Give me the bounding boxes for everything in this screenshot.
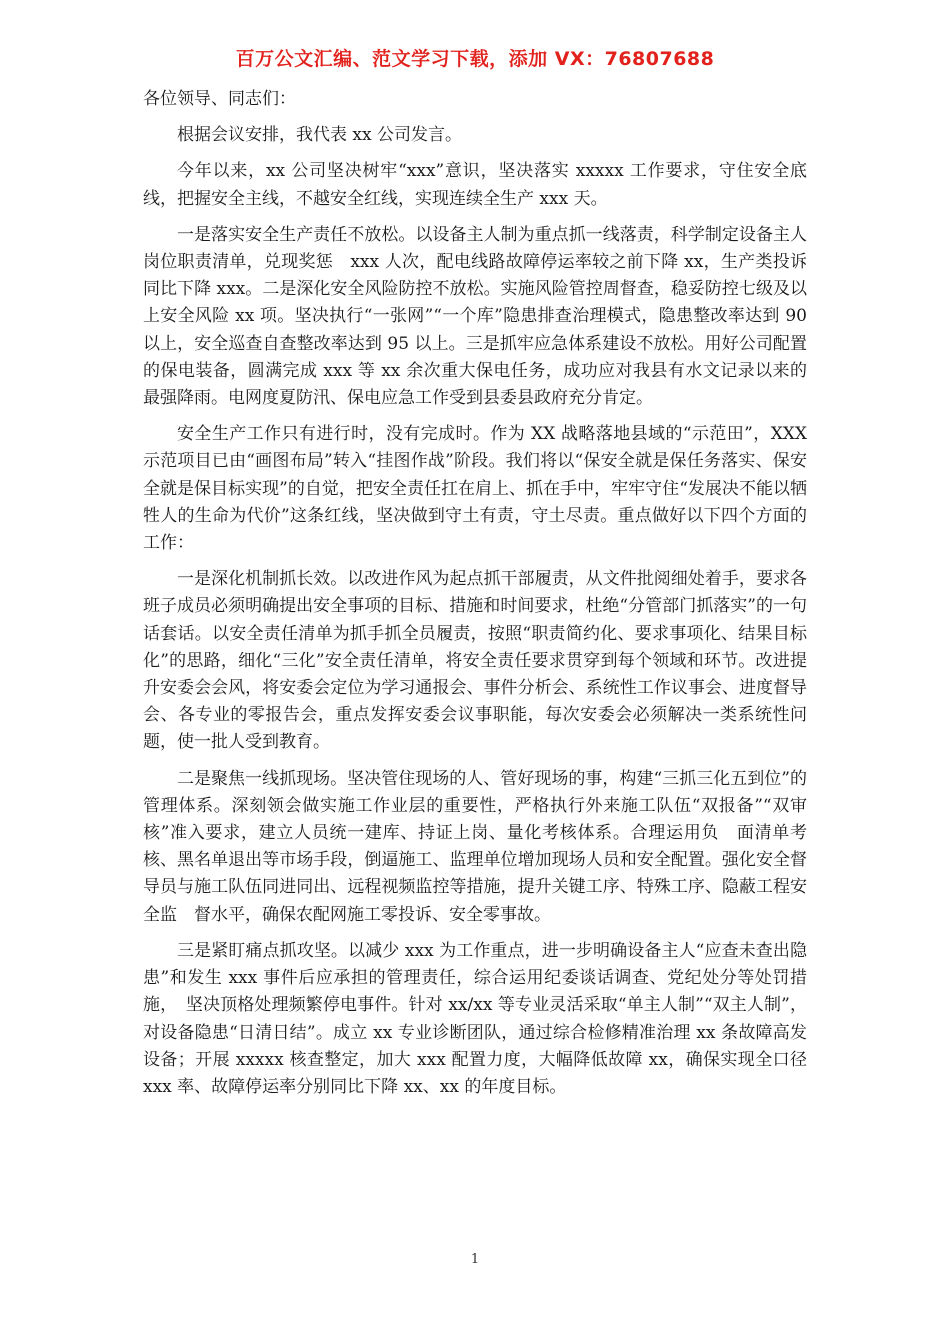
paragraph-intro: 根据会议安排，我代表 xx 公司发言。 <box>177 125 462 146</box>
salutation: 各位领导、同志们： <box>143 89 296 109</box>
header-banner: 百万公文汇编、范文学习下载，添加 VX：76807688 <box>235 48 715 70</box>
page-number: 1 <box>470 1252 480 1267</box>
paragraph-frontline: 二是聚焦一线抓现场。坚决管住现场的人、管好现场的事，构建“三抓三化五到位”的管理体系。深刻领会做实施工作业层的重要性，严格执行外来施工队伍“双报备”“双审核”准入要求，建立人员统一建库、持证上岗、量化考核体系。合理运用负 面清单考核、黑名单退出等市场手段，倒逼施工、监理单位增加现场人员和安全配置。强化安全督导员与施工队伍同进同出、远程视频监控等措施，提升关键工序、特殊工序、隐蔽工程安全监 督水平，确保农配网施工零投诉、安全零事故。 <box>143 768 807 925</box>
paragraph-mechanism: 一是深化机制抓长效。以改进作风为起点抓干部履责，从文件批阅细处着手，要求各班子成员必须明确提出安全事项的目标、措施和时间要求，杜绝“分管部门抓落实”的一句话套话。以安全责任清单为抓手抓全员履责，按照“职责简约化、要求事项化、结果目标化”的思路，细化“三化”安全责任清单，将安全责任要求贯穿到每个领域和环节。改进提升安委会会风，将安委会定位为学习通报会、事件分析会、系统性工作议事会、进度督导会、各专业的零报告会，重点发挥安委会议事职能，每次安委会必须解决一类系统性问题，使一批人受到教育。 <box>143 569 807 753</box>
paragraph-outlook: 安全生产工作只有进行时，没有完成时。作为 XX 战略落地县域的“示范田”，XXX 示范项目已由“画图布局”转入“挂图作战”阶段。我们将以“保安全就是保任务落实、保安全就是保目标实现”的自觉，把安全责任扛在肩上、抓在手中，牢牢守住“发展决不能以牺牲人的生命为代价”这条红线，坚决做到守土有责，守土尽责。重点做好以下四个方面的工作： <box>143 424 807 554</box>
paragraph-pain-points: 三是紧盯痛点抓攻坚。以减少 xxx 为工作重点，进一步明确设备主人“应查未查出隐患”和发生 xxx 事件后应承担的管理责任，综合运用纪委谈话调查、党纪处分等处罚措施， 坚决顶格处理频繁停电事件。针对 xx/xx 等专业灵活采取“单主人制”“双主人制”，对设备隐患“日清日结”。成立 xx 专业诊断团队，通过综合检修精准治理 xx 条故障高发设备；开展 xxxxx 核查整定，加大 xxx 配置力度，大幅降低故障 xx，确保实现全口径 xxx 率、故障停运率分别同比下降 xx、xx 的年度目标。 <box>143 940 807 1097</box>
paragraph-summary: 今年以来，xx 公司坚决树牢“xxx”意识，坚决落实 xxxxx 工作要求，守住安全底线，把握安全主线，不越安全红线，实现连续全生产 xxx 天。 <box>143 161 807 209</box>
document-body <box>143 86 807 1110</box>
paragraph-achievements: 一是落实安全生产责任不放松。以设备主人制为重点抓一线落责，科学制定设备主人岗位职责清单，兑现奖惩 xxx 人次，配电线路故障停运率较之前下降 xx，生产类投诉同比下降 xxx。二是深化安全风险防控不放松。实施风险管控周督查，稳妥防控七级及以上安全风险 xx 项。坚决执行“一张网”“一个库”隐患排查治理模式，隐患整改率达到 90 以上，安全巡查自查整改率达到 95 以上。三是抓牢应急体系建设不放松。用好公司配置的保电装备，圆满完成 xxx 等 xx 余次重大保电任务，成功应对我县有水文记录以来的最强降雨。电网度夏防汛、保电应急工作受到县委县政府充分肯定。 <box>143 224 807 409</box>
